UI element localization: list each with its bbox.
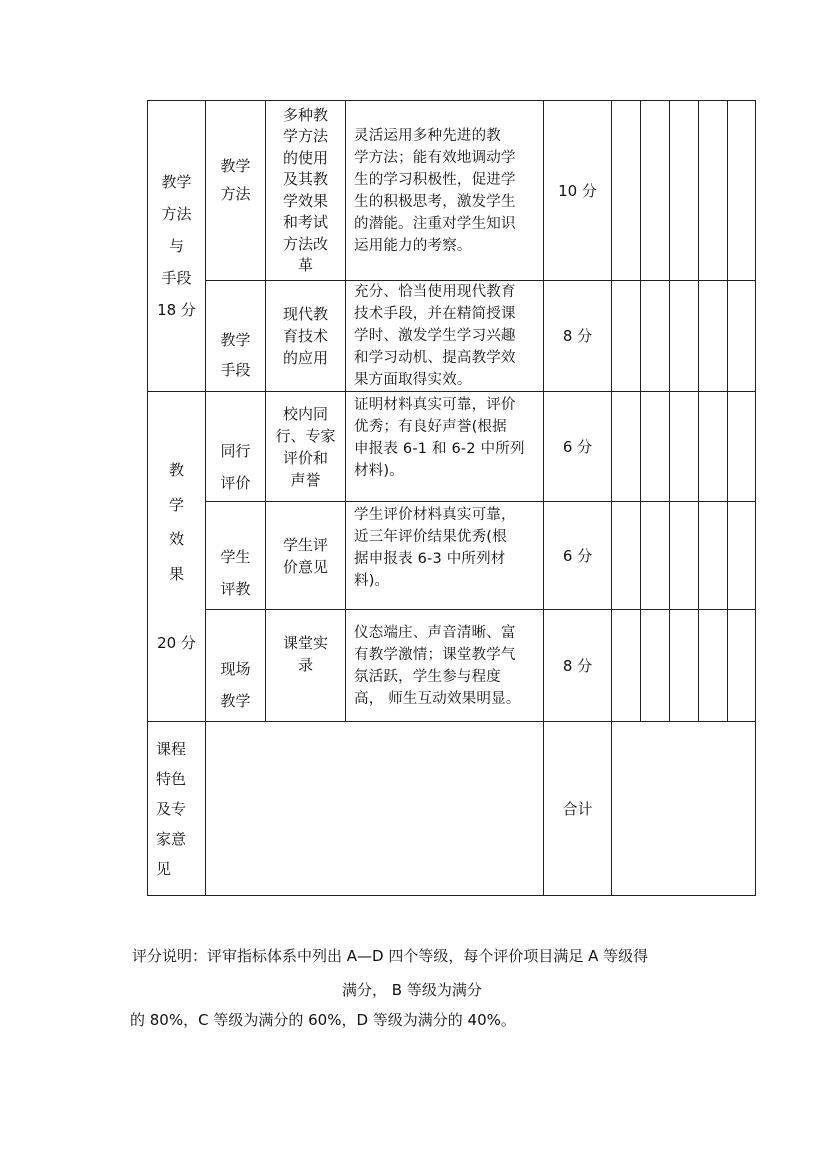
score-text: 6 分 <box>562 437 593 456</box>
expert-opinion-label <box>148 722 205 895</box>
score-text: 8 分 <box>562 656 593 675</box>
item-cell <box>266 281 345 391</box>
sub-category-cell <box>206 625 265 721</box>
item-cell <box>266 502 345 609</box>
item-text: 现代教 育技术 的应用 <box>282 305 328 367</box>
criteria-text: 仪态端庄、声音清晰、富 有教学激情；课堂教学气 氛活跃，学生参与程度 高， 师生互动效果明显。 <box>354 624 521 707</box>
sub-category-cell <box>206 300 265 391</box>
section-label-teaching-methods <box>148 101 205 391</box>
criteria-text: 学生评价材料真实可靠， 近三年评价结果优秀(根 据申报表 6-3 中所列材 料)。 <box>354 507 516 589</box>
score-cell <box>544 281 611 391</box>
item-cell <box>266 610 345 721</box>
expert-opinion-field <box>206 722 543 895</box>
criteria-cell <box>346 610 543 721</box>
section-label-teaching-effect <box>148 392 205 721</box>
score-text: 10 分 <box>558 181 597 200</box>
expert-opinion-text: 课程 特色 及专 家意 见 <box>156 739 187 878</box>
criteria-cell <box>346 392 543 501</box>
score-cell <box>544 101 611 280</box>
scoring-note-line-2: 满分， B 等级为满分 <box>342 981 482 999</box>
criteria-cell <box>346 502 543 609</box>
sub-category-cell <box>206 120 265 240</box>
scoring-note-line-3: 的 80%，C 等级为满分的 60%，D 等级为满分的 40%。 <box>130 1011 516 1029</box>
criteria-text: 充分、恰当使用现代教育 技术手段，并在精简授课 学时、激发学生学习兴趣 和学习动机、提高教学效 果方面取得实效。 <box>354 284 516 388</box>
sub-category-text: 教学 手段 <box>220 331 251 379</box>
criteria-cell <box>346 281 543 391</box>
sub-category-cell <box>206 515 265 609</box>
score-cell <box>544 610 611 721</box>
criteria-cell <box>346 101 543 280</box>
sub-category-text: 现场 教学 <box>220 660 251 710</box>
sub-category-cell <box>206 412 265 501</box>
score-text: 8 分 <box>562 327 593 345</box>
sub-category-text: 教学 方法 <box>220 157 251 203</box>
item-cell <box>266 392 345 501</box>
item-text: 多种教 学方法 的使用 及其教 学效果 和考试 方法改 革 <box>282 105 328 274</box>
sub-category-text: 同行 评价 <box>220 442 251 492</box>
criteria-text: 灵活运用多种先进的教 学方法；能有效地调动学 生的学习积极性，促进学 生的积极思考，激发学生 的潜能。注重对学生知识 运用能力的考察。 <box>354 127 516 254</box>
total-label: 合计 <box>562 799 593 818</box>
section-label-text: 教学 方法 与 手段 18 分 <box>157 173 196 319</box>
item-text: 课堂实 录 <box>282 634 328 674</box>
total-label-cell <box>544 722 611 895</box>
item-text: 学生评 价意见 <box>282 535 328 576</box>
sub-category-text: 学生 评教 <box>220 548 251 598</box>
score-cell <box>544 392 611 501</box>
score-cell <box>544 502 611 609</box>
scoring-note-line-1: 评分说明：评审指标体系中列出 A—D 四个等级，每个评价项目满足 A 等级得 <box>132 947 649 965</box>
score-text: 6 分 <box>562 546 593 565</box>
total-value-field <box>612 722 755 895</box>
section-label-text: 教 学 效 果 20 分 <box>157 461 196 652</box>
item-text: 校内同 行、专家 评价和 声誉 <box>275 404 336 489</box>
item-cell <box>266 101 345 280</box>
criteria-text: 证明材料真实可靠，评价 优秀；有良好声誉(根据 申报表 6-1 和 6-2 中所列 材料)。 <box>354 397 525 479</box>
